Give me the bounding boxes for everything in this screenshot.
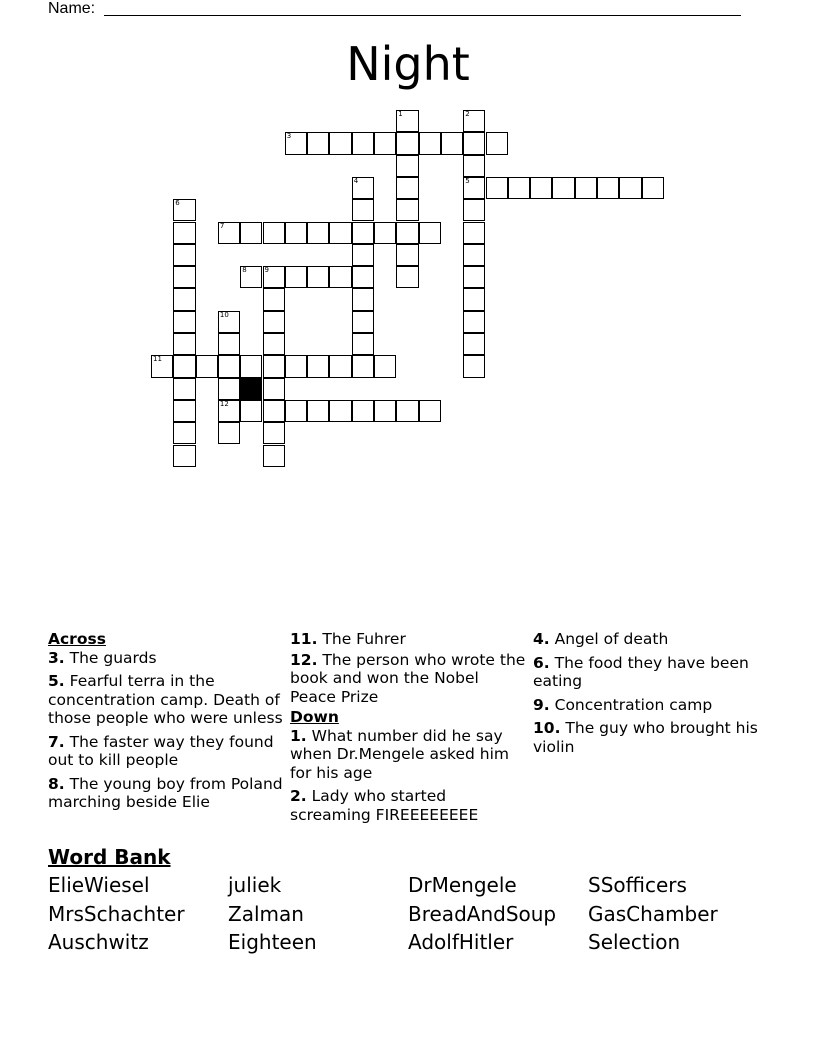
clue-number: 2 (465, 110, 470, 118)
crossword-cell[interactable] (329, 266, 351, 288)
clue-down-4: 4. Angel of death (533, 630, 669, 648)
clue-number: 5 (465, 176, 470, 185)
crossword-cell[interactable] (263, 378, 285, 400)
clue-number: 9 (264, 266, 269, 275)
crossword-cell[interactable] (463, 132, 485, 154)
crossword-cell[interactable] (396, 155, 418, 177)
crossword-cell[interactable] (486, 177, 508, 199)
crossword-cell[interactable] (530, 177, 552, 199)
crossword-cell[interactable] (173, 199, 195, 221)
clue-down-6: 6. The food they have been eating (533, 653, 749, 690)
crossword-cell[interactable] (173, 244, 195, 266)
crossword-cell[interactable] (396, 132, 418, 154)
crossword-cell[interactable] (285, 400, 307, 422)
crossword-cell[interactable] (307, 400, 329, 422)
clues-col-2 (290, 630, 528, 829)
crossword-cell[interactable] (240, 355, 262, 377)
crossword-cell[interactable] (419, 400, 441, 422)
crossword-cell[interactable] (463, 177, 485, 199)
crossword-cell[interactable] (619, 177, 641, 199)
name-label: Name: (48, 0, 96, 17)
crossword-cell[interactable] (463, 288, 485, 310)
crossword-cell[interactable] (196, 355, 218, 377)
crossword-cell[interactable] (352, 333, 374, 355)
crossword-cell[interactable] (396, 177, 418, 199)
crossword-cell[interactable] (285, 266, 307, 288)
crossword-cell[interactable] (352, 222, 374, 244)
crossword-cell[interactable] (396, 244, 418, 266)
crossword-cell[interactable] (352, 311, 374, 333)
crossword-cell[interactable] (463, 355, 485, 377)
crossword-cell[interactable] (508, 177, 530, 199)
crossword-cell[interactable] (263, 222, 285, 244)
crossword-cell[interactable] (173, 422, 195, 444)
word-bank (48, 873, 768, 955)
crossword-cell[interactable] (374, 400, 396, 422)
word-bank-item: AdolfHitler (408, 930, 514, 954)
word-bank-item: DrMengele (408, 873, 517, 897)
crossword-cell[interactable] (218, 355, 240, 377)
crossword-cell[interactable] (263, 422, 285, 444)
crossword-cell[interactable] (307, 132, 329, 154)
clue-down-1: 1. What number did he say when Dr.Mengele asked him for his age (290, 726, 510, 782)
clue-across-11: 11. The Fuhrer (290, 630, 406, 648)
crossword-cell[interactable] (642, 177, 664, 199)
crossword-cell[interactable] (352, 244, 374, 266)
crossword-cell[interactable] (173, 222, 195, 244)
crossword-cell[interactable] (263, 333, 285, 355)
crossword-cell[interactable] (374, 132, 396, 154)
crossword-cell[interactable] (463, 311, 485, 333)
crossword-cell[interactable] (173, 445, 195, 467)
crossword-cell[interactable] (307, 355, 329, 377)
clue-across-12: 12. The person who wrote the book and won the Nobel Peace Prize (290, 650, 526, 706)
clue-number: 6 (175, 199, 180, 208)
crossword-cell[interactable] (173, 333, 195, 355)
clue-number: 7 (219, 221, 225, 230)
crossword-cell[interactable] (441, 132, 463, 154)
word-bank-item: Auschwitz (48, 930, 149, 954)
crossword-cell[interactable] (307, 266, 329, 288)
crossword-cell[interactable] (218, 333, 240, 355)
crossword-cell[interactable] (173, 355, 195, 377)
clue-number: 12 (219, 399, 229, 408)
crossword-cell[interactable] (218, 422, 240, 444)
crossword-cell[interactable] (352, 288, 374, 310)
clue-across-8: 8. The young boy from Poland marching beside Elie (48, 774, 283, 811)
crossword-cell[interactable] (463, 333, 485, 355)
crossword-cell[interactable] (352, 132, 374, 154)
clue-down-2: 2. Lady who started screaming FIREEEEEEEE (290, 787, 479, 824)
word-bank-heading: Word Bank (48, 845, 171, 869)
word-bank-item: SSofficers (588, 873, 687, 897)
crossword-cell[interactable] (352, 355, 374, 377)
crossword-cell[interactable] (173, 400, 195, 422)
crossword-cell[interactable] (329, 222, 351, 244)
clue-down-10: 10. The guy who brought his violin (533, 719, 758, 756)
clue-number: 4 (353, 176, 359, 185)
clue-across-5: 5. Fearful terra in the concentration camp. Death of those people who were unless (48, 672, 283, 727)
crossword-cell[interactable] (352, 199, 374, 221)
crossword-cell[interactable] (240, 266, 262, 288)
crossword-cell[interactable] (329, 132, 351, 154)
crossword-cell[interactable] (463, 199, 485, 221)
clue-number: 8 (242, 266, 247, 275)
crossword-cell[interactable] (285, 355, 307, 377)
word-bank-item: ElieWiesel (48, 873, 150, 897)
clue-number: 11 (153, 355, 162, 364)
crossword-cell[interactable] (396, 400, 418, 422)
clue-across-7: 7. The faster way they found out to kill people (48, 732, 274, 769)
crossword-cell[interactable] (151, 355, 173, 377)
word-bank-item: Eighteen (228, 930, 317, 954)
word-bank-item: GasChamber (588, 901, 718, 926)
crossword-cell[interactable] (263, 355, 285, 377)
crossword-cell[interactable] (173, 266, 195, 288)
crossword-cell[interactable] (240, 400, 262, 422)
crossword-cell[interactable] (352, 400, 374, 422)
crossword-cell[interactable] (352, 266, 374, 288)
crossword-cell[interactable] (463, 222, 485, 244)
crossword-cell[interactable] (173, 378, 195, 400)
crossword-cell[interactable] (307, 222, 329, 244)
crossword-cell[interactable] (285, 132, 307, 154)
crossword-cell[interactable] (218, 400, 240, 422)
crossword-cell[interactable] (396, 199, 418, 221)
crossword-cell[interactable] (396, 110, 418, 132)
clues-col-3 (533, 630, 758, 761)
crossword-cell[interactable] (329, 355, 351, 377)
crossword-cell[interactable] (263, 311, 285, 333)
crossword-cell[interactable] (263, 445, 285, 467)
crossword-cell[interactable] (173, 288, 195, 310)
crossword-cell[interactable] (575, 177, 597, 199)
crossword-cell[interactable] (374, 222, 396, 244)
clues-col-1 (48, 630, 283, 817)
clue-number: 1 (398, 110, 403, 118)
crossword-cell[interactable] (463, 155, 485, 177)
crossword-cell[interactable] (597, 177, 619, 199)
crossword-cell[interactable] (218, 311, 240, 333)
page-title: Night (346, 37, 470, 91)
crossword-cell[interactable] (396, 222, 418, 244)
crossword-cell[interactable] (396, 266, 418, 288)
crossword-cell[interactable] (486, 132, 508, 154)
crossword-cell[interactable] (552, 177, 574, 199)
down-heading: Down (290, 708, 339, 726)
word-bank-item: MrsSchachter (48, 901, 185, 926)
crossword-cell[interactable] (240, 222, 262, 244)
clue-number: 10 (219, 310, 229, 319)
clue-down-9: 9. Concentration camp (533, 695, 713, 714)
crossword-cell[interactable] (374, 355, 396, 377)
word-bank-item: BreadAndSoup (408, 901, 557, 926)
word-bank-item: Zalman (228, 901, 304, 926)
crossword-cell[interactable] (263, 266, 285, 288)
crossword-cell[interactable] (419, 222, 441, 244)
crossword-cell[interactable] (463, 266, 485, 288)
crossword-cell[interactable] (463, 244, 485, 266)
clue-number: 3 (286, 132, 292, 141)
crossword-cell[interactable] (329, 400, 351, 422)
crossword-cell[interactable] (263, 400, 285, 422)
crossword-cell[interactable] (285, 222, 307, 244)
crossword-cell[interactable] (463, 110, 485, 132)
crossword-cell[interactable] (173, 311, 195, 333)
crossword-cell[interactable] (419, 132, 441, 154)
word-bank-item: Selection (588, 930, 681, 954)
crossword-blocked-cell (240, 378, 262, 400)
crossword-cell[interactable] (218, 378, 240, 400)
word-bank-item: juliek (228, 873, 282, 897)
crossword-cell[interactable] (263, 288, 285, 310)
crossword-cell[interactable] (218, 222, 240, 244)
across-heading: Across (48, 630, 106, 648)
crossword-cell[interactable] (352, 177, 374, 199)
clue-across-3: 3. The guards (48, 648, 157, 667)
